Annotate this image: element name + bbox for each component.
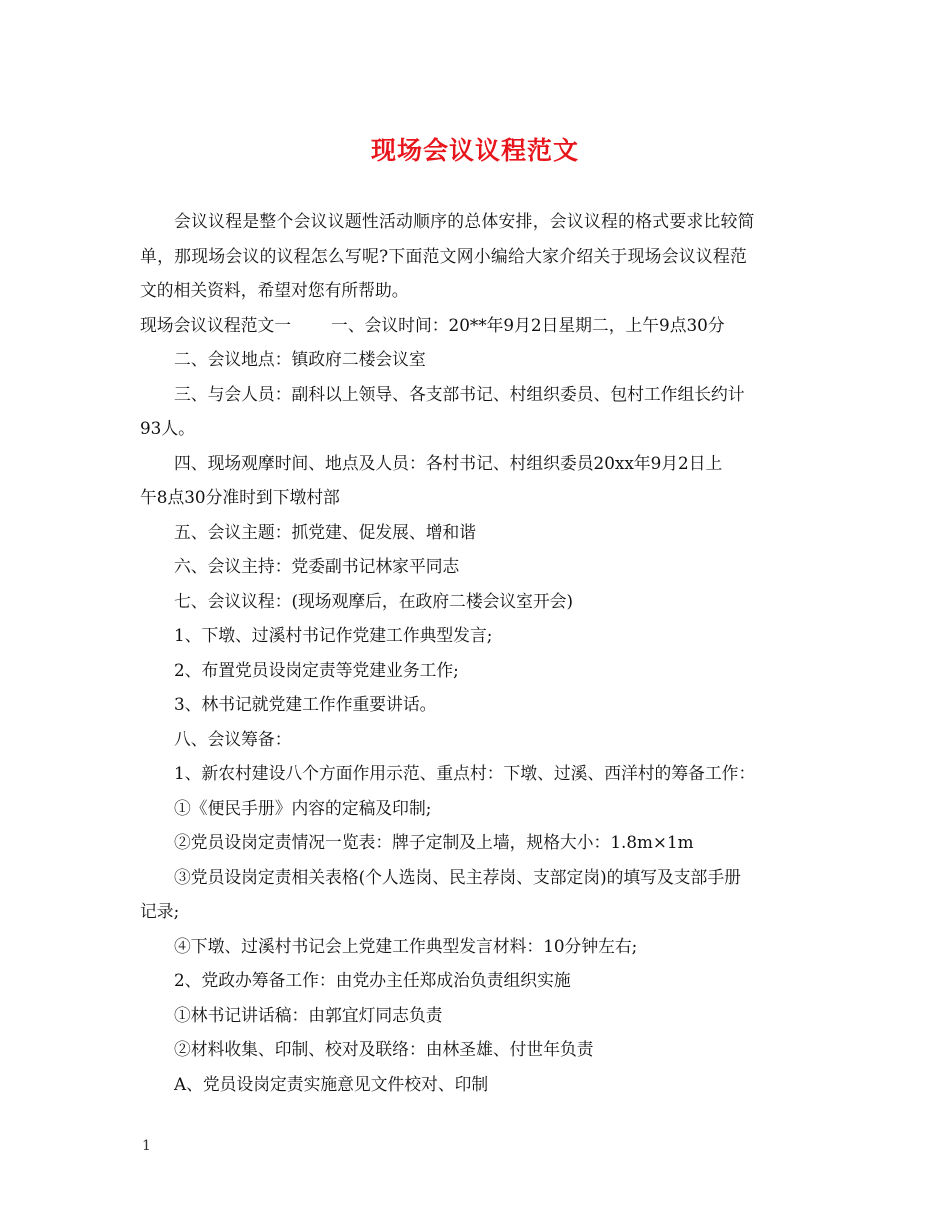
agenda-line: 2、党政办筹备工作：由党办主任郑成治负责组织实施 xyxy=(174,970,571,990)
document-title: 现场会议议程范文 xyxy=(370,136,579,165)
agenda-line: ①《便民手册》内容的定稿及印制; xyxy=(174,797,432,818)
sample-heading: 现场会议议程范文一 xyxy=(140,314,292,335)
agenda-line: 八、会议筹备： xyxy=(174,728,292,749)
agenda-line: 二、会议地点：镇政府二楼会议室 xyxy=(174,349,426,369)
agenda-line: 七、会议议程：(现场观摩后，在政府二楼会议室开会) xyxy=(174,590,574,611)
sample-heading-row xyxy=(140,308,812,343)
intro-paragraph-line: 会议议程是整个会议议题性活动顺序的总体安排，会议议程的格式要求比较简 xyxy=(174,211,755,231)
agenda-lines xyxy=(140,342,812,1101)
agenda-line: 93人。 xyxy=(140,418,195,438)
agenda-line: 六、会议主持：党委副书记林家平同志 xyxy=(174,556,460,576)
agenda-line: ③党员设岗定责相关表格(个人选岗、民主荐岗、支部定岗)的填写及支部手册 xyxy=(174,866,741,887)
page-number: 1 xyxy=(142,1138,151,1154)
agenda-line: ①林书记讲话稿：由郭宜灯同志负责 xyxy=(174,1004,443,1025)
agenda-line: 五、会议主题：抓党建、促发展、增和谐 xyxy=(174,521,477,542)
document-body xyxy=(140,204,812,1101)
agenda-line: 2、布置党员设岗定责等党建业务工作; xyxy=(174,659,459,680)
intro-paragraph-line: 文的相关资料，希望对您有所帮助。 xyxy=(140,280,409,300)
agenda-line: 1、新农村建设八个方面作用示范、重点村：下墩、过溪、西洋村的筹备工作： xyxy=(174,763,756,783)
agenda-line: ②党员设岗定责情况一览表：牌子定制及上墙，规格大小：1.8m×1m xyxy=(174,832,694,852)
agenda-line: 午8点30分准时到下墩村部 xyxy=(140,487,340,507)
agenda-line: A、党员设岗定责实施意见文件校对、印制 xyxy=(174,1073,489,1094)
agenda-line: 四、现场观摩时间、地点及人员：各村书记、村组织委员20xx年9月2日上 xyxy=(174,452,723,473)
agenda-line: 3、林书记就党建工作作重要讲话。 xyxy=(174,694,437,714)
agenda-line: ②材料收集、印制、校对及联络：由林圣雄、付世年负责 xyxy=(174,1039,594,1059)
intro-paragraph-line: 单，那现场会议的议程怎么写呢?下面范文网小编给大家介绍关于现场会议议程范 xyxy=(140,245,748,266)
agenda-line: 记录; xyxy=(140,901,180,921)
agenda-line: 1、下墩、过溪村书记作党建工作典型发言; xyxy=(174,625,493,645)
agenda-line: ④下墩、过溪村书记会上党建工作典型发言材料：10分钟左右; xyxy=(174,935,638,956)
agenda-line: 三、与会人员：副科以上领导、各支部书记、村组织委员、包村工作组长约计 xyxy=(174,383,745,404)
agenda-item-time: 一、会议时间：20**年9月2日星期二，上午9点30分 xyxy=(331,314,725,335)
